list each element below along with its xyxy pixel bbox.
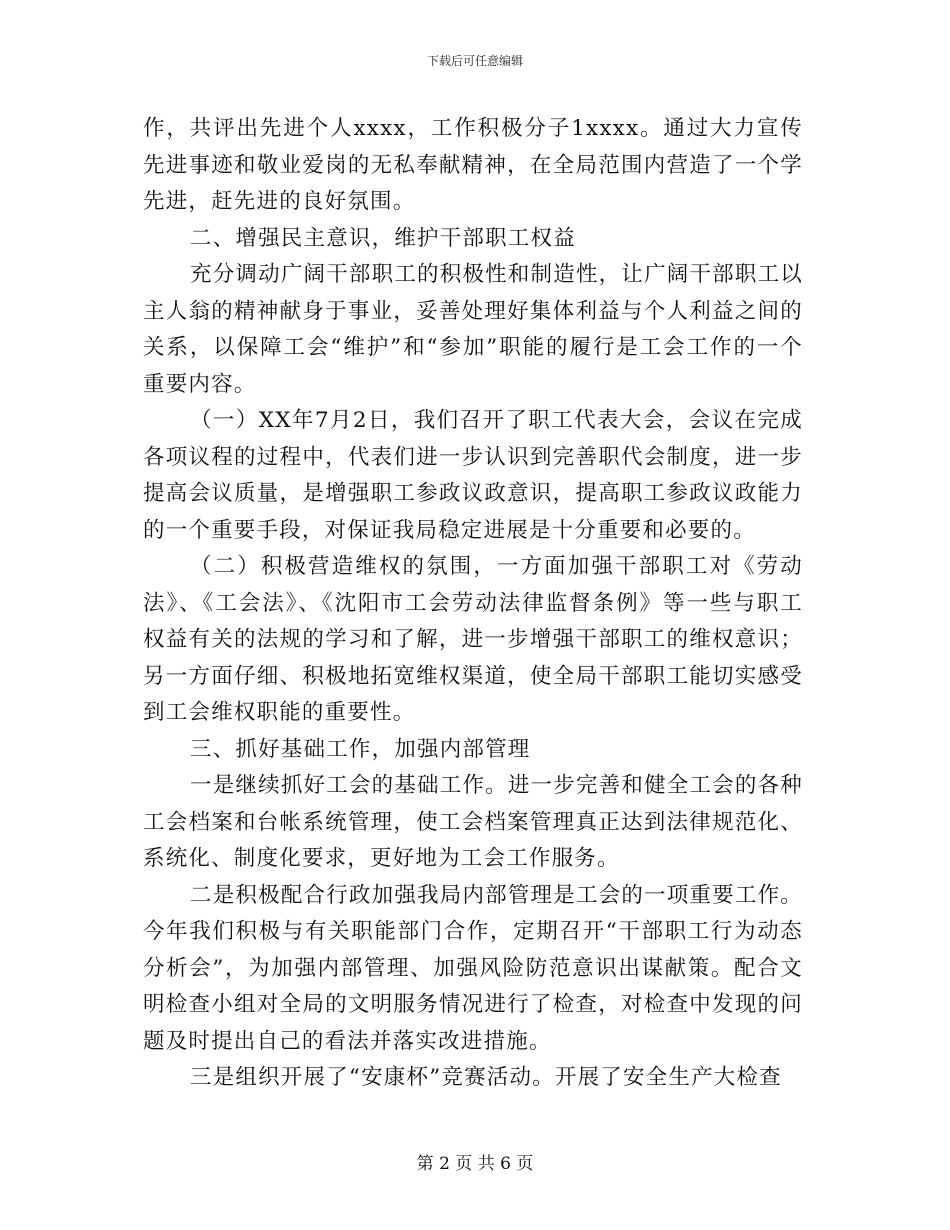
paragraph-item-one: （一）XX年7月2日，我们召开了职工代表大会，会议在完成各项议程的过程中，代表们进一步认识到完善职代会制度，进一步提高会议质量，是增强职工参政议政意识，提高职工参政议政能力的一个重要手段，对保证我局稳定进展是十分重要和必要的。 [143,408,803,543]
page-number-footer: 第 2 页 共 6 页 [416,1154,534,1174]
section-heading-three: 三、抓好基础工作，加强内部管理 [190,736,531,762]
page-header-note: 下载后可任意编辑 [426,54,523,68]
paragraph-rights: 充分调动广阔干部职工的积极性和制造性，让广阔干部职工以主人翁的精神献身于事业，妥善处理好集体利益与个人利益之间的关系，以保障工会“维护”和“参加”职能的履行是工会工作的一个重要内容。 [143,262,803,397]
section-heading-two: 二、增强民主意识，维护干部职工权益 [190,225,576,251]
paragraph-second-task: 二是积极配合行政加强我局内部管理是工会的一项重要工作。今年我们积极与有关职能部门合作，定期召开“干部职工行为动态分析会”，为加强内部管理、加强风险防范意识出谋献策。配合文明检查小组对全局的文明服务情况进行了检查，对检查中发现的问题及时提出自己的看法并落实改进措施。 [143,882,803,1054]
paragraph-third-task: 三是组织开展了“安康杯”竞赛活动。开展了安全生产大检查 [190,1065,782,1090]
paragraph-item-two: （二）积极营造维权的氛围，一方面加强干部职工对《劳动法》、《工会法》、《沈阳市工会劳动法律监督条例》等一些与职工权益有关的法规的学习和了解，进一步增强干部职工的维权意识；另一方面仔细、积极地拓宽维权渠道，使全局干部职工能切实感受到工会维权职能的重要性。 [143,554,803,725]
paragraph-continuation: 作，共评出先进个人xxxx，工作积极分子1xxxx。通过大力宣传先进事迹和敬业爱岗的无私奉献精神，在全局范围内营造了一个学先进，赶先进的良好氛围。 [143,116,803,214]
document-body [143,111,803,1097]
paragraph-first-task: 一是继续抓好工会的基础工作。进一步完善和健全工会的各种工会档案和台帐系统管理，使工会档案管理真正达到法律规范化、系统化、制度化要求，更好地为工会工作服务。 [143,773,803,871]
